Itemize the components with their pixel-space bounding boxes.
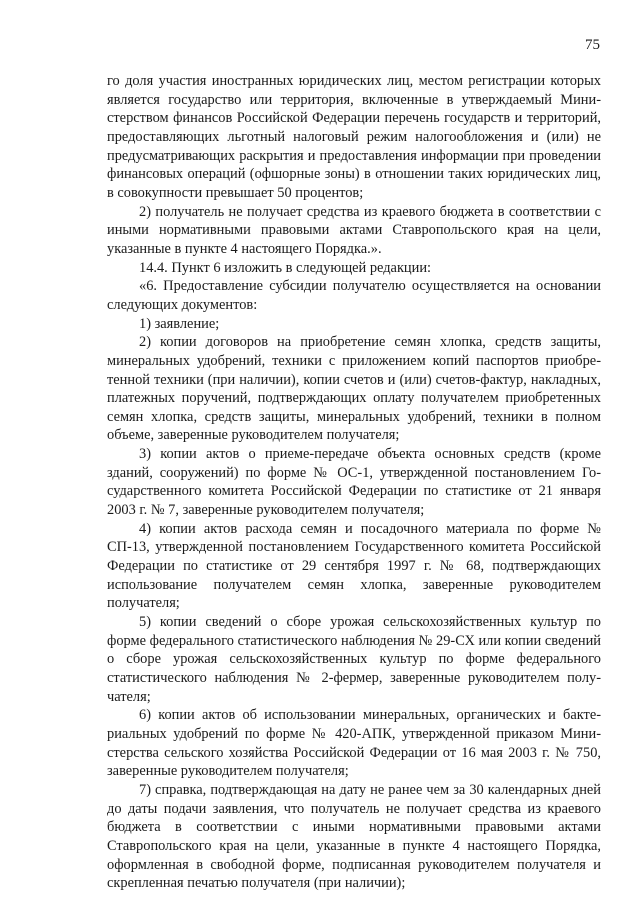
paragraph-item-7-certificate: 7) справка, подтверждающая на дату не ранее чем за 30 календарных дней до даты подачи заявления, что получатель не получает средства из краевого бюджета в соответствии с иными нормативными правовыми актами Ставропольского края на цели, указанные в пункте 4 настоящего Порядка, оформленная в свободной форме, подписанная руководителем получателя и скрепленная печатью получателя (при наличии); (107, 781, 601, 892)
paragraph-item-4-acts: 4) копии актов расхода семян и посадочного материала по форме № СП-13, утвержденной постановлением Государственного комитета Российской Федерации по статистике от 29 сентября 1997 г. № 68, подтверждающих использование получателем семян хлопка, заверенные руководителем получателя; (107, 520, 601, 612)
page-number: 75 (585, 37, 600, 53)
paragraph-item-3-acts: 3) копии актов о приеме-передаче объекта основных средств (кроме зданий, сооружений) по форме № ОС-1, утвержденной постановлением Государственного комитета Российской Федерации по статистике от 21 января 2003 г. № 7, заверенные руководителем получателя; (107, 446, 601, 519)
paragraph-item-5-harvest: 5) копии сведений о сборе урожая сельскохозяйственных культур по форме федерального статистического наблюдения № 29-СХ или копии сведений о сборе урожая сельскохозяйственных культур по форме федерального статистического наблюдения № 2-фермер, заверенные руководителем получателя; (107, 614, 601, 705)
paragraph-continuation: го доля участия иностранных юридических лиц, местом регистрации которых является государство или территория, включенные в утверждаемый Министерством финансов Российской Федерации перечень государств и территорий, предоставляющих льготный налоговый режим налогообложения и (или) не предусматривающих раскрытия и предоставления информации при проведении финансовых операций (офшорные зоны) в отношении таких юридических лиц, в совокупности превышает 50 процентов; (107, 73, 601, 201)
paragraph-item-2: 2) получатель не получает средства из краевого бюджета в соответствии с иными нормативными правовыми актами Ставропольского края на цели, указанные в пункте 4 настоящего Порядка.». (107, 203, 601, 257)
paragraph-section-14-4: 14.4. Пункт 6 изложить в следующей редакции: (139, 259, 432, 276)
paragraph-item-6-fertilizers: 6) копии актов об использовании минеральных, органических и бактериальных удобрений по форме № 420-АПК, утвержденной приказом Министерства сельского хозяйства Российской Федерации от 16 мая 2003 г. № 750, заверенные руководителем получателя; (107, 707, 601, 780)
paragraph-clause-6: «6. Предоставление субсидии получателю осуществляется на основании следующих документов: (107, 278, 601, 313)
document-body (107, 72, 601, 893)
paragraph-item-1: 1) заявление; (139, 315, 220, 332)
paragraph-item-2-contracts: 2) копии договоров на приобретение семян хлопка, средств защиты, минеральных удобрений, техники с приложением копий паспортов приобретенной техники (при наличии), копии счетов и (или) счетов-фактур, накладных, платежных поручений, подтверждающих оплату получателем приобретенных семян хлопка, средств защиты, минеральных удобрений, техники в полном объеме, заверенные руководителем получателя; (107, 334, 601, 444)
